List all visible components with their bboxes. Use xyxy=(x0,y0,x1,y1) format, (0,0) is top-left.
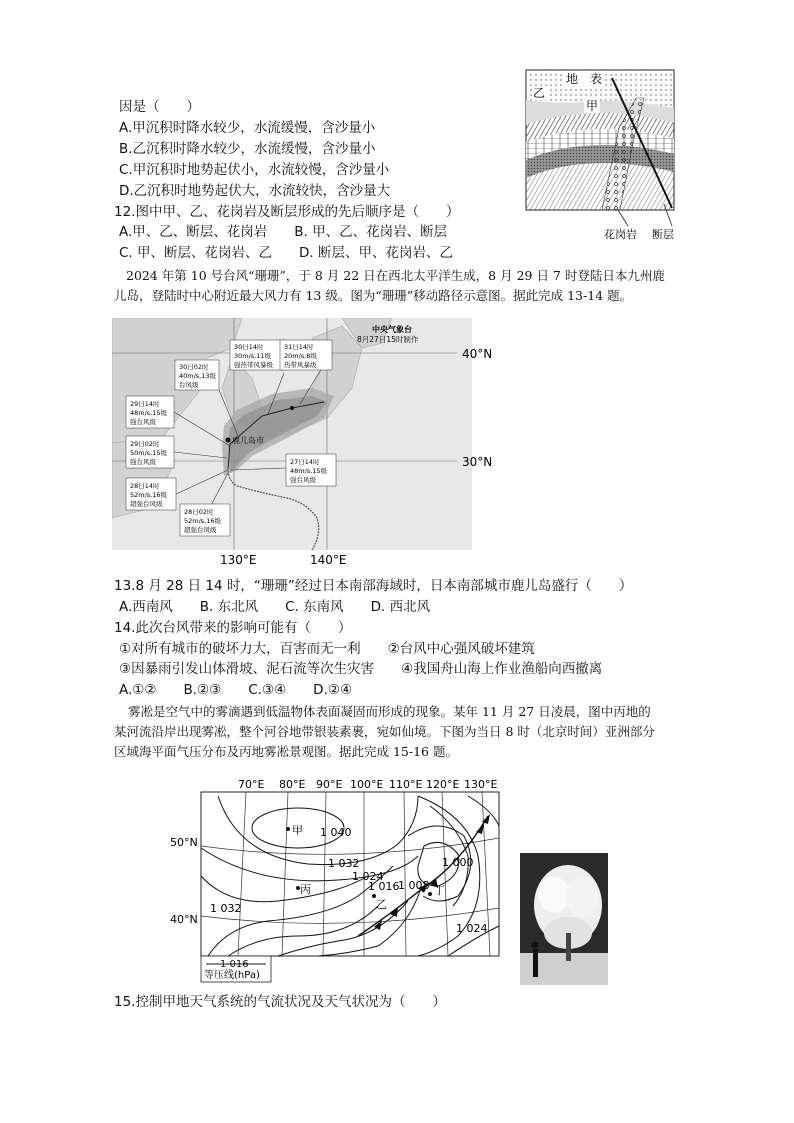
q15-stem: 15.控制甲地天气系统的气流状况及天气状况为（ ） xyxy=(114,994,446,1010)
geology-label-jia: 甲 xyxy=(586,99,599,113)
q12-options-cd: C. 甲、断层、花岗岩、乙 D. 断层、甲、花岗岩、乙 xyxy=(119,245,453,261)
typhoon-map-svg xyxy=(112,318,512,568)
isobar-label-1024-b: 1 024 xyxy=(456,922,488,935)
box-30d02-grade: 台风级 xyxy=(179,381,199,389)
lat-label-40n: 40°N xyxy=(170,913,198,926)
q12-options-ab: A.甲、乙、断层、花岗岩 B. 甲、乙、花岗岩、断层 xyxy=(119,224,448,240)
box-27d14-wind: 48m/s,15级 xyxy=(290,467,328,475)
rime-photo xyxy=(520,853,608,985)
isobar-label-1032-a: 1 032 xyxy=(328,857,360,870)
box-29d14-time: 29日14时 xyxy=(130,400,160,408)
lat-label-50n: 50°N xyxy=(170,836,198,849)
q14-stem: 14.此次台风带来的影响可能有（ ） xyxy=(114,620,352,636)
box-30d02-time: 30日02时 xyxy=(179,363,209,371)
city-label-kagoshima: 鹿儿岛市 xyxy=(232,436,264,445)
typhoon-intro-line2: 儿岛，登陆时中心附近最大风力有 13 级。图为“珊珊”移动路径示意图。据此完成 13-14 题。 xyxy=(114,288,633,303)
lon-label-100e: 100°E xyxy=(350,778,384,791)
box-30d14-grade: 强热带风暴级 xyxy=(234,361,273,369)
q11-stem-tail: 因是（ ） xyxy=(119,99,200,115)
typhoon-map-issuer: 中央气象台 xyxy=(372,325,412,334)
lat-30n-label: 30°N xyxy=(462,455,493,469)
box-30d14-time: 30日14时 xyxy=(234,343,264,351)
q13-options: A.西南风 B. 东北风 C. 东南风 D. 西北风 xyxy=(119,599,431,615)
box-31d14-time: 31日14时 xyxy=(284,343,314,351)
box-28d02-time: 28日02时 xyxy=(184,508,214,516)
q11-option-a: A.甲沉积时降水较少，水流缓慢，含沙量小 xyxy=(119,120,376,136)
lat-40n-label: 40°N xyxy=(462,347,493,361)
rime-photo-svg xyxy=(520,853,608,985)
box-30d02-wind: 40m/s,13级 xyxy=(179,372,217,380)
box-29d02-wind: 50m/s,15级 xyxy=(130,449,168,457)
box-31d14-grade: 热带风暴级 xyxy=(284,361,317,369)
isobar-label-1000: 1 000 xyxy=(442,856,474,869)
info-box-29d14 xyxy=(126,396,174,428)
point-bing: 丙 xyxy=(300,883,311,896)
legend-label: 等压线(hPa) xyxy=(204,970,260,981)
geology-label-surface-2: 表 xyxy=(590,72,603,86)
info-box-31d14 xyxy=(280,340,332,370)
q12-stem: 12.图中甲、乙、花岗岩及断层形成的先后顺序是（ ） xyxy=(114,204,460,220)
box-28d14-grade: 超强台风级 xyxy=(130,500,163,508)
legend-isobar-value: 1 016 xyxy=(220,959,249,970)
box-28d14-wind: 52m/s,16级 xyxy=(130,491,168,499)
q14-statements-34: ③因暴雨引发山体滑坡、泥石流等次生灾害 ④我国舟山海上作业渔船向西撤离 xyxy=(119,661,603,677)
box-31d14-wind: 20m/s,8级 xyxy=(284,352,317,360)
lon-label-110e: 110°E xyxy=(389,778,423,791)
info-box-30d14 xyxy=(230,340,285,370)
box-29d14-grade: 强台风级 xyxy=(130,418,156,426)
q14-options: A.①② B.②③ C.③④ D.②④ xyxy=(119,682,353,698)
lon-140e-label: 140°E xyxy=(310,553,347,567)
lon-label-80e: 80°E xyxy=(279,778,306,791)
rime-intro-line2: 某河流沿岸出现雾凇，整个河谷地带银装素裹，宛如仙境。下图为当日 8 时（北京时间）亚洲部分 xyxy=(114,724,655,739)
lon-label-70e: 70°E xyxy=(238,778,265,791)
box-29d02-grade: 强台风级 xyxy=(130,458,156,466)
isobar-label-1016: 1 016 xyxy=(368,880,400,893)
lon-130e-label: 130°E xyxy=(220,553,257,567)
box-30d14-wind: 30m/s,11级 xyxy=(234,352,272,360)
pressure-map-svg xyxy=(168,776,508,992)
typhoon-track-map xyxy=(112,318,512,568)
point-jia: 甲 xyxy=(292,824,303,837)
geology-figure xyxy=(524,68,676,244)
lon-label-120e: 120°E xyxy=(426,778,460,791)
geology-section-svg xyxy=(524,68,676,244)
box-27d14-grade: 强台风级 xyxy=(290,476,316,484)
box-28d02-grade: 超强台风级 xyxy=(184,526,217,534)
typhoon-map-issued: 8月27日15时制作 xyxy=(357,335,419,344)
geology-label-yi: 乙 xyxy=(533,86,546,100)
geology-label-granite: 花岗岩 xyxy=(604,228,637,241)
info-box-27d14 xyxy=(286,454,336,486)
point-yi: 乙 xyxy=(376,898,387,911)
rime-intro-line3: 区域海平面气压分布及丙地雾凇景观图。据此完成 15-16 题。 xyxy=(114,744,458,759)
info-box-30d02 xyxy=(175,360,219,390)
pressure-map xyxy=(168,776,508,992)
info-box-29d02 xyxy=(126,436,174,468)
lon-label-130e: 130°E xyxy=(464,778,498,791)
info-box-28d02 xyxy=(180,504,230,536)
rime-intro-line1: 雾凇是空气中的雾滴遇到低温物体表面凝固而形成的现象。某年 11 月 27 日凌晨，图中丙地的 xyxy=(128,704,651,719)
typhoon-intro-line1: 2024 年第 10 号台风“珊珊”，于 8 月 22 日在西北太平洋生成，8 月 29 日 7 时登陆日本九州鹿 xyxy=(126,268,665,283)
q11-option-d: D.乙沉积时地势起伏大，水流较快，含沙量大 xyxy=(119,183,391,199)
box-29d14-wind: 48m/s,15级 xyxy=(130,409,168,417)
isobar-label-1032-b: 1 032 xyxy=(210,902,242,915)
q13-stem: 13.8 月 28 日 14 时，“珊珊”经过日本南部海域时，日本南部城市鹿儿岛盛行（ ） xyxy=(114,578,633,594)
box-29d02-time: 29日02时 xyxy=(130,440,160,448)
box-27d14-time: 27日14时 xyxy=(290,458,320,466)
point-ding: 丁 xyxy=(434,884,445,897)
q11-option-c: C.甲沉积时地势起伏小，水流较慢，含沙量小 xyxy=(119,162,390,178)
isobar-label-1024-a: 1 024 xyxy=(352,870,384,883)
info-box-28d14 xyxy=(126,478,176,510)
lon-label-90e: 90°E xyxy=(316,778,343,791)
q14-statements-12: ①对所有城市的破坏力大，百害而无一利 ②台风中心强风破坏建筑 xyxy=(119,641,535,657)
q11-option-b: B.乙沉积时降水较少，水流缓慢，含沙量小 xyxy=(119,141,376,157)
geology-label-fault: 断层 xyxy=(652,228,674,241)
geology-label-surface-1: 地 xyxy=(566,72,579,86)
box-28d14-time: 28日14时 xyxy=(130,482,160,490)
box-28d02-wind: 52m/s,16级 xyxy=(184,517,222,525)
isobar-label-1008: 1 008 xyxy=(398,879,430,892)
isobar-label-1040: 1 040 xyxy=(320,826,352,839)
